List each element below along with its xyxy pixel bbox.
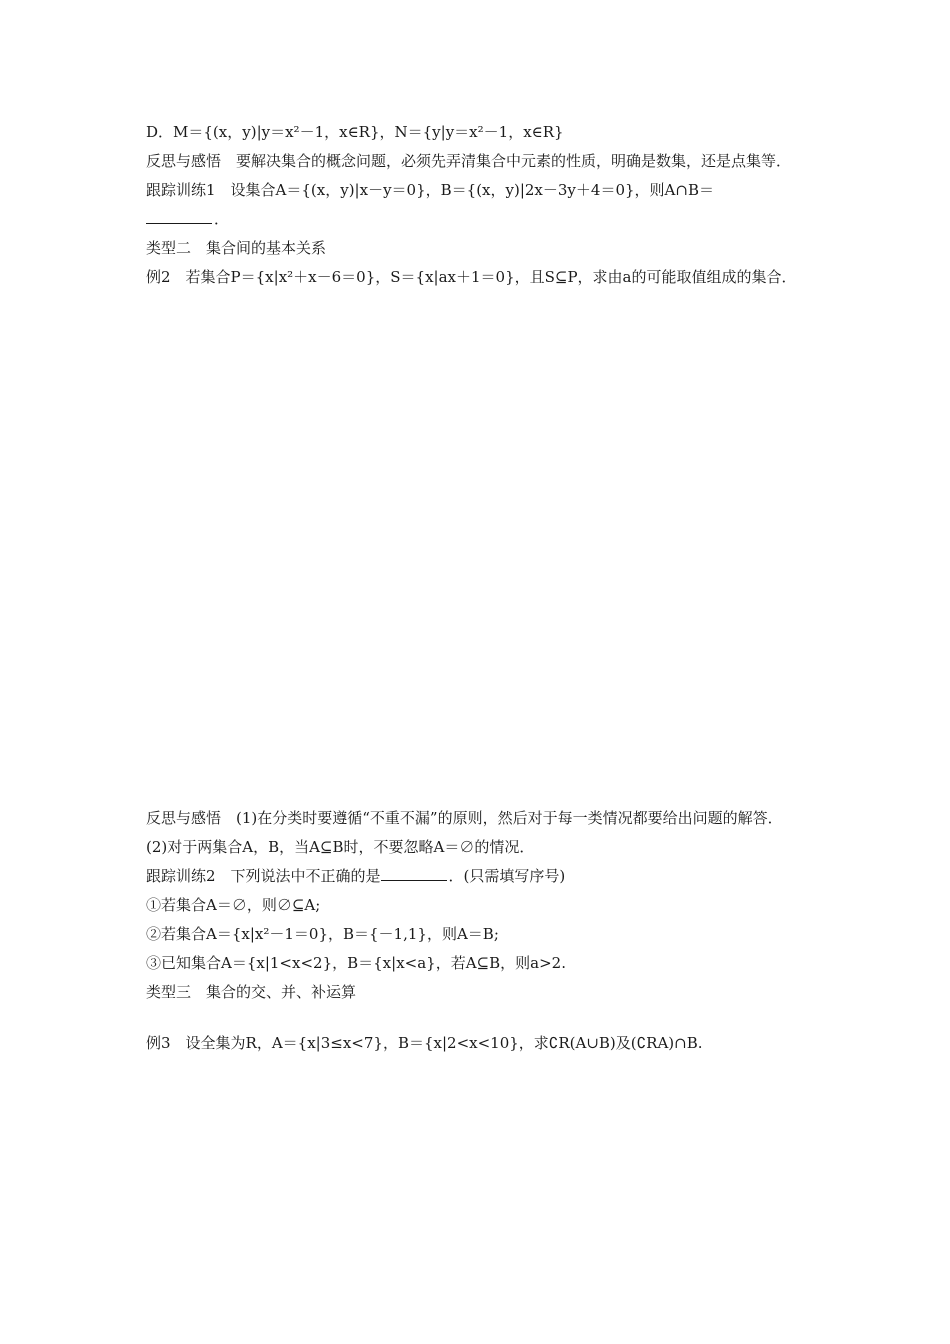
tracking-exercise-1-end: ． (214, 210, 230, 228)
tracking-exercise-2-note: ．(只需填写序号) (448, 867, 566, 885)
section-type-3: 类型三 集合的交、并、补运算 (146, 983, 357, 1001)
tracking-exercise-2 (146, 862, 810, 891)
answer-space (146, 292, 810, 804)
example-2: 例2 若集合P＝{x|x²＋x－6＝0}，S＝{x|ax＋1＝0}，且S⊆P，求由a的可能取值组成的集合． (146, 268, 797, 286)
example-3: 例3 设全集为R，A＝{x|3≤x<7}，B＝{x|2<x<10}，求∁R(A∪B)及(∁RA)∩B. (146, 1034, 703, 1052)
statement-1: ①若集合A＝∅，则∅⊆A; (146, 896, 321, 914)
answer-blank-2 (381, 865, 447, 881)
tracking-exercise-1-text: 跟踪训练1 设集合A＝{(x，y)|x－y＝0}，B＝{(x，y)|2x－3y＋4＝0}，则A∩B＝ (146, 181, 714, 199)
section-type-2: 类型二 集合间的基本关系 (146, 239, 327, 257)
option-d: D．M＝{(x，y)|y＝x²－1，x∈R}，N＝{y|y＝x²－1，x∈R} (146, 123, 564, 141)
reflection-1: 反思与感悟 要解决集合的概念问题，必须先弄清集合中元素的性质，明确是数集，还是点集等． (146, 152, 792, 170)
answer-blank-1 (146, 208, 212, 224)
tracking-exercise-1-blank-line (146, 205, 810, 234)
statement-3: ③已知集合A＝{x|1<x<2}，B＝{x|x<a}，若A⊆B，则a>2. (146, 954, 566, 972)
tracking-exercise-1 (146, 176, 810, 205)
reflection-2: 反思与感悟 (1)在分类时要遵循“不重不漏”的原则，然后对于每一类情况都要给出问题的解答． (146, 809, 783, 827)
tracking-exercise-2-text: 跟踪训练2 下列说法中不正确的是 (146, 867, 381, 885)
spacer (146, 1007, 810, 1029)
document-body (146, 118, 810, 1058)
reflection-2b: (2)对于两集合A，B，当A⊆B时，不要忽略A＝∅的情况． (146, 838, 535, 856)
statement-2: ②若集合A＝{x|x²－1＝0}，B＝{－1,1}，则A＝B; (146, 925, 499, 943)
